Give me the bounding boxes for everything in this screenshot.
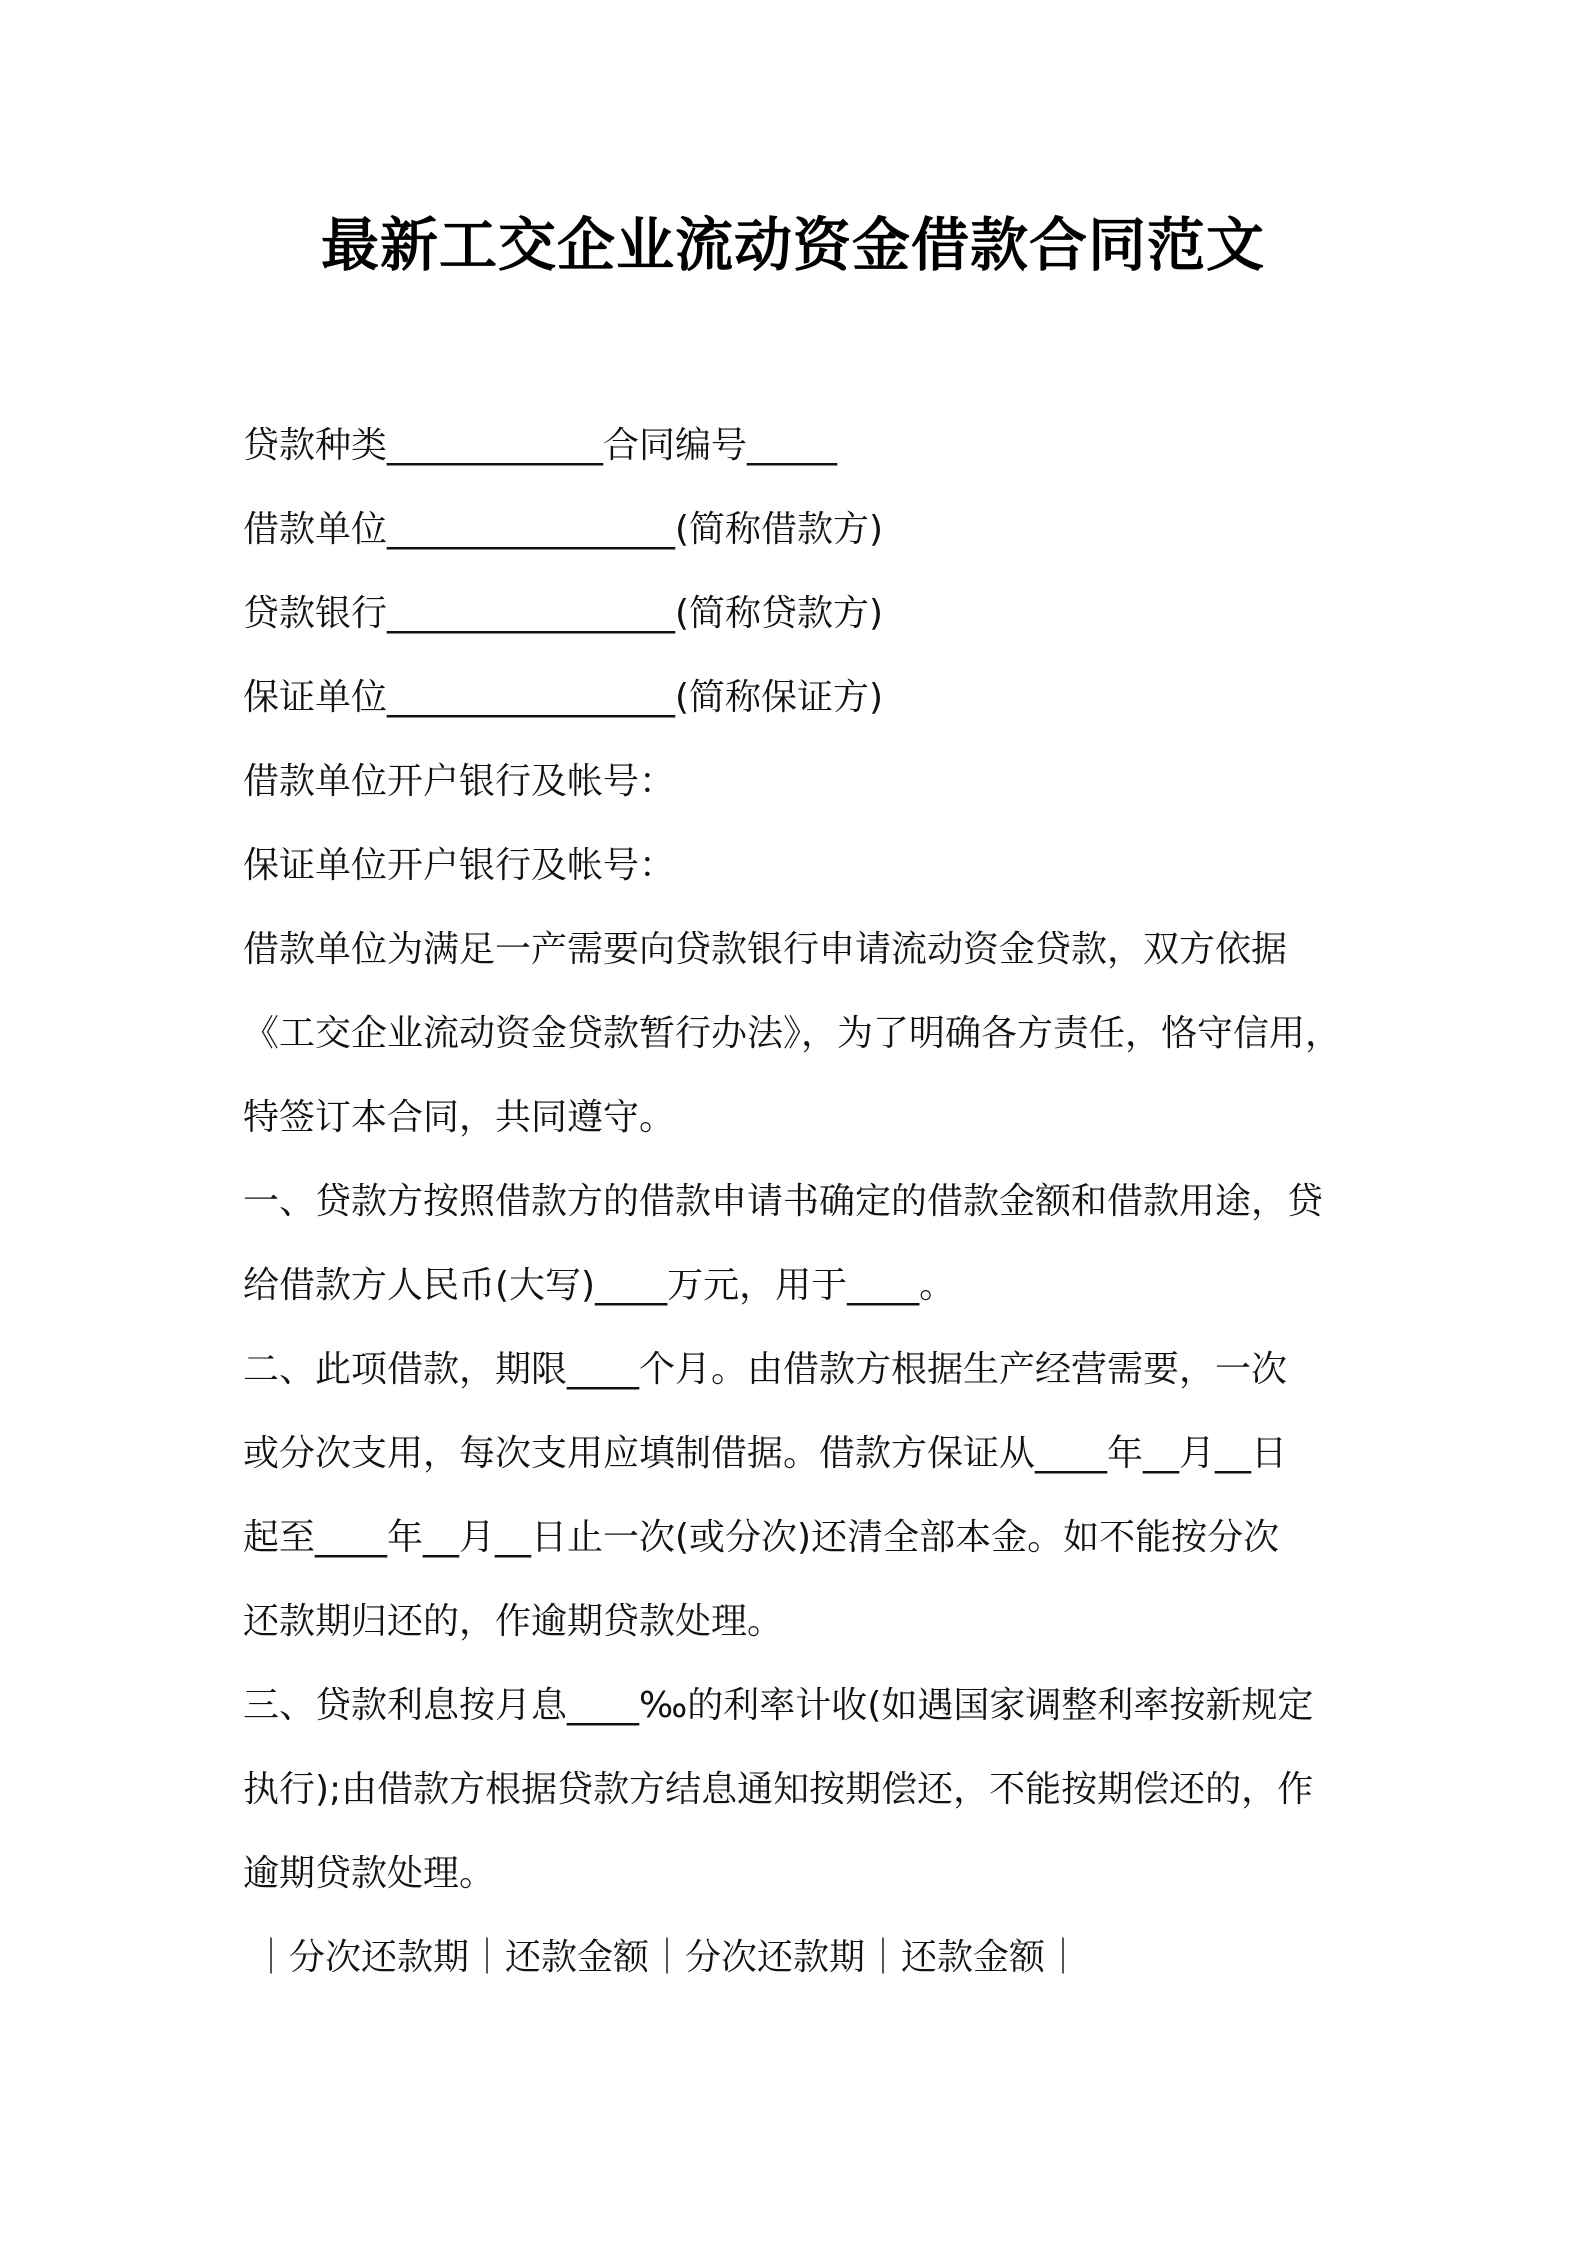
clause-2-line-3: 起至____年__月__日止一次(或分次)还清全部本金。如不能按分次	[243, 1517, 1280, 1558]
clause-2-line-1: 二、此项借款，期限____个月。由借款方根据生产经营需要，一次	[243, 1349, 1288, 1390]
clause-3-line-2: 执行);由借款方根据贷款方结息通知按期偿还，不能按期偿还的，作	[243, 1769, 1314, 1810]
field-guarantor: 保证单位________________(简称保证方)	[243, 677, 884, 718]
preamble-line-1: 借款单位为满足一产需要向贷款银行申请流动资金贷款，双方依据	[243, 929, 1288, 970]
clause-1-line-1: 一、贷款方按照借款方的借款申请书确定的借款金额和借款用途，贷	[243, 1181, 1324, 1222]
clause-3-line-3: 逾期贷款处理。	[243, 1853, 496, 1894]
field-borrower-account: 借款单位开户银行及帐号：	[243, 761, 676, 802]
field-guarantor-account: 保证单位开户银行及帐号：	[243, 845, 676, 886]
field-borrower: 借款单位________________(简称借款方)	[243, 509, 884, 550]
document-body	[243, 404, 1373, 2000]
document-title: 最新工交企业流动资金借款合同范文	[320, 211, 1265, 279]
clause-1-line-2: 给借款方人民币(大写)____万元，用于____。	[243, 1265, 956, 1306]
repayment-table-header: ｜分次还款期｜还款金额｜分次还款期｜还款金额｜	[253, 1937, 1082, 1978]
clause-3-line-1: 三、贷款利息按月息____‰的利率计收(如遇国家调整利率按新规定	[243, 1685, 1314, 1726]
preamble-line-2: 《工交企业流动资金贷款暂行办法》，为了明确各方责任，恪守信用，	[243, 1013, 1342, 1054]
field-loan-type-contract-no: 贷款种类____________合同编号_____	[243, 425, 838, 466]
clause-2-line-4: 还款期归还的，作逾期贷款处理。	[243, 1601, 784, 1642]
preamble-line-3: 特签订本合同，共同遵守。	[243, 1097, 676, 1138]
field-lending-bank: 贷款银行________________(简称贷款方)	[243, 593, 884, 634]
clause-2-line-2: 或分次支用，每次支用应填制借据。借款方保证从____年__月__日	[243, 1433, 1288, 1474]
